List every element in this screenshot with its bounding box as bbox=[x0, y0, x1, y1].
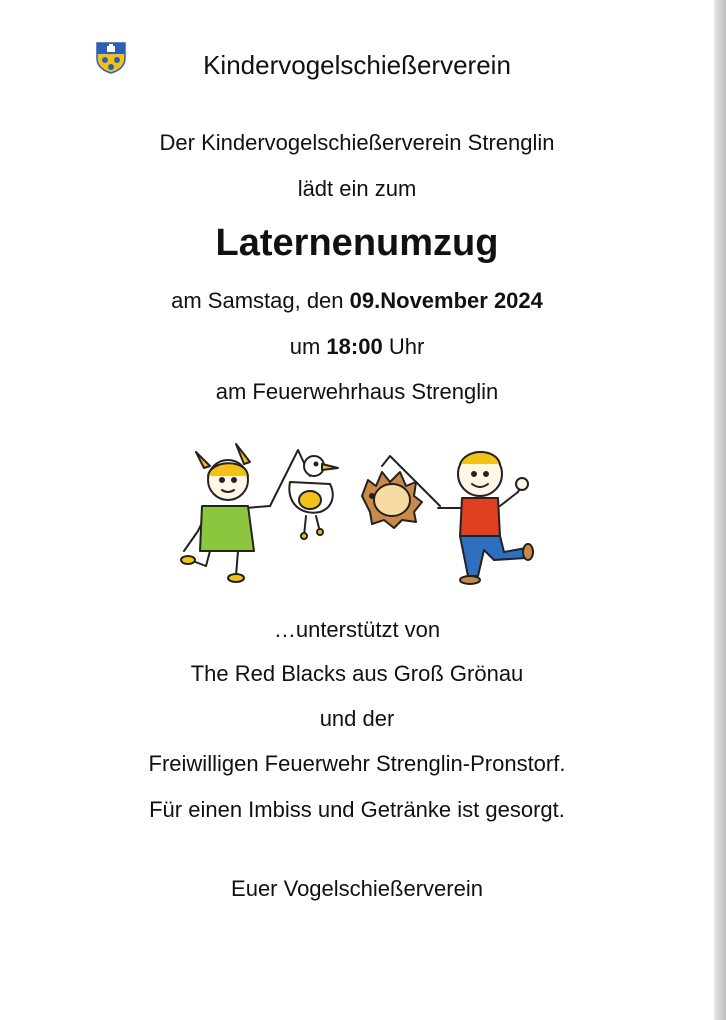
time-prefix: um bbox=[289, 334, 327, 359]
time-value: 18:00 bbox=[326, 334, 383, 359]
boy-figure bbox=[438, 452, 533, 584]
intro-line: Der Kindervogelschießerverein Strenglin bbox=[159, 130, 555, 155]
event-title: Laternenumzug bbox=[215, 222, 499, 264]
time-line bbox=[0, 334, 714, 360]
band-name: The Red Blacks aus Groß Grönau bbox=[190, 661, 524, 686]
hedgehog-lantern bbox=[362, 456, 440, 528]
date-line bbox=[0, 288, 714, 314]
and-line: und der bbox=[319, 706, 395, 731]
invite-line: lädt ein zum bbox=[297, 176, 417, 201]
date-prefix: am Samstag, den bbox=[171, 288, 350, 313]
club-name-header: Kindervogelschießerverein bbox=[203, 50, 511, 80]
fire-brigade-line: Freiwilligen Feuerwehr Strenglin-Pronstorf. bbox=[148, 751, 566, 776]
signature-line: Euer Vogelschießerverein bbox=[231, 876, 483, 901]
children-with-lanterns-illustration bbox=[170, 436, 540, 596]
page-edge-shadow bbox=[714, 0, 726, 1020]
date-value: 09.November 2024 bbox=[349, 288, 543, 313]
goose-lantern bbox=[270, 450, 338, 539]
time-suffix: Uhr bbox=[382, 334, 425, 359]
place-line: am Feuerwehrhaus Strenglin bbox=[215, 379, 499, 404]
girl-figure bbox=[181, 444, 270, 582]
food-line: Für einen Imbiss und Getränke ist gesorgt. bbox=[149, 797, 565, 822]
support-intro: …unterstützt von bbox=[273, 617, 441, 642]
